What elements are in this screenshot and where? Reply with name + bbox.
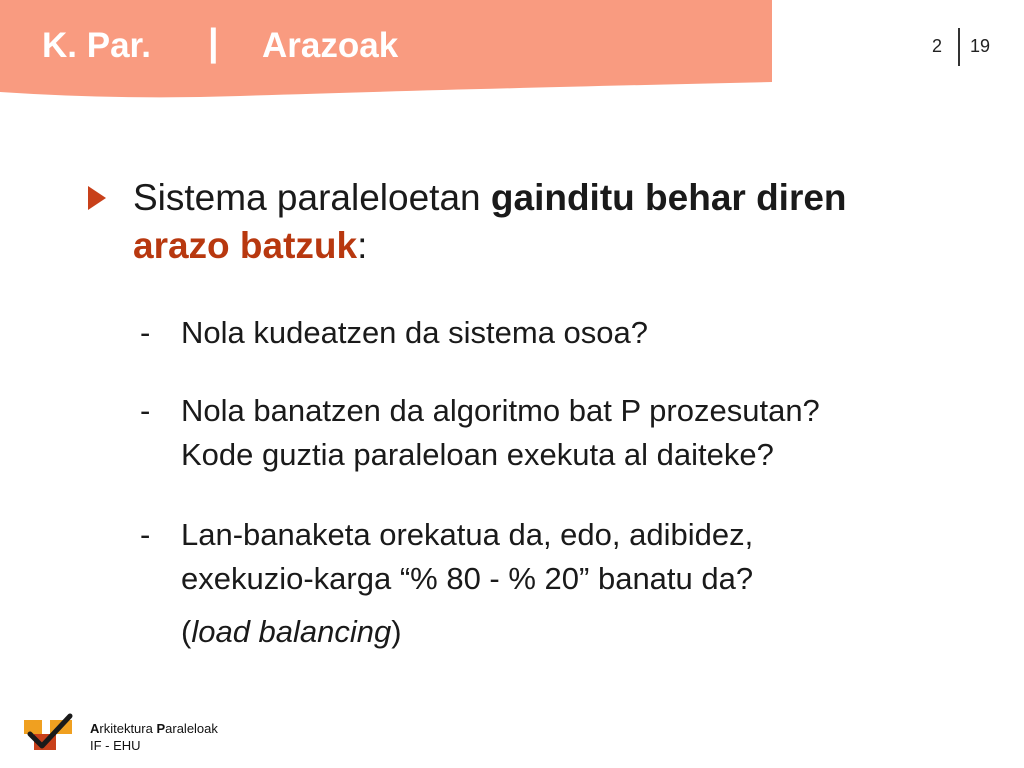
list-item-text [181,513,961,601]
intro-bold: gainditu behar diren [490,177,847,218]
footer-word-a: rkitektura [99,721,157,736]
list-item-text [181,311,961,355]
note-close: ) [391,614,402,649]
footer-line-2: IF - EHU [90,738,141,753]
footer-cap-p: P [156,721,166,736]
list-dash: - [140,315,151,350]
page-number-current: 2 [932,36,943,56]
list-item-line: Lan-banaketa orekatua da, edo, adibidez, [181,517,754,552]
note-italic: load balancing [191,614,392,649]
main-bullet-text [133,174,953,270]
footer-line-1 [90,720,218,737]
list-item-line: Nola kudeatzen da sistema osoa? [181,315,649,350]
footer-cap-a: A [90,721,100,736]
list-item-line: Kode guztia paraleloan exekuta al daiteke? [181,437,774,472]
course-title: K. Par. [42,26,151,65]
footer-institution [90,720,218,754]
list-item-line: exekuzio-karga “% 80 - % 20” banatu da? [181,561,754,596]
note-open: ( [181,614,192,649]
slide-title: Arazoak [262,26,399,65]
intro-end: : [357,225,368,266]
list-item-text [181,389,961,477]
bullet-arrow-icon [88,186,106,210]
footer-word-p: araleloak [165,721,218,736]
load-balancing-note [181,610,402,654]
intro-accent: arazo batzuk [133,225,358,266]
list-item-line: Nola banatzen da algoritmo bat P prozesutan? [181,393,820,428]
list-dash: - [140,517,151,552]
list-dash: - [140,393,151,428]
header-separator: | [208,22,219,64]
checkmark-logo-icon [24,712,74,752]
intro-plain: Sistema paraleloetan [133,177,491,218]
page-number-total: 19 [970,36,991,56]
page-number-divider [958,28,960,66]
